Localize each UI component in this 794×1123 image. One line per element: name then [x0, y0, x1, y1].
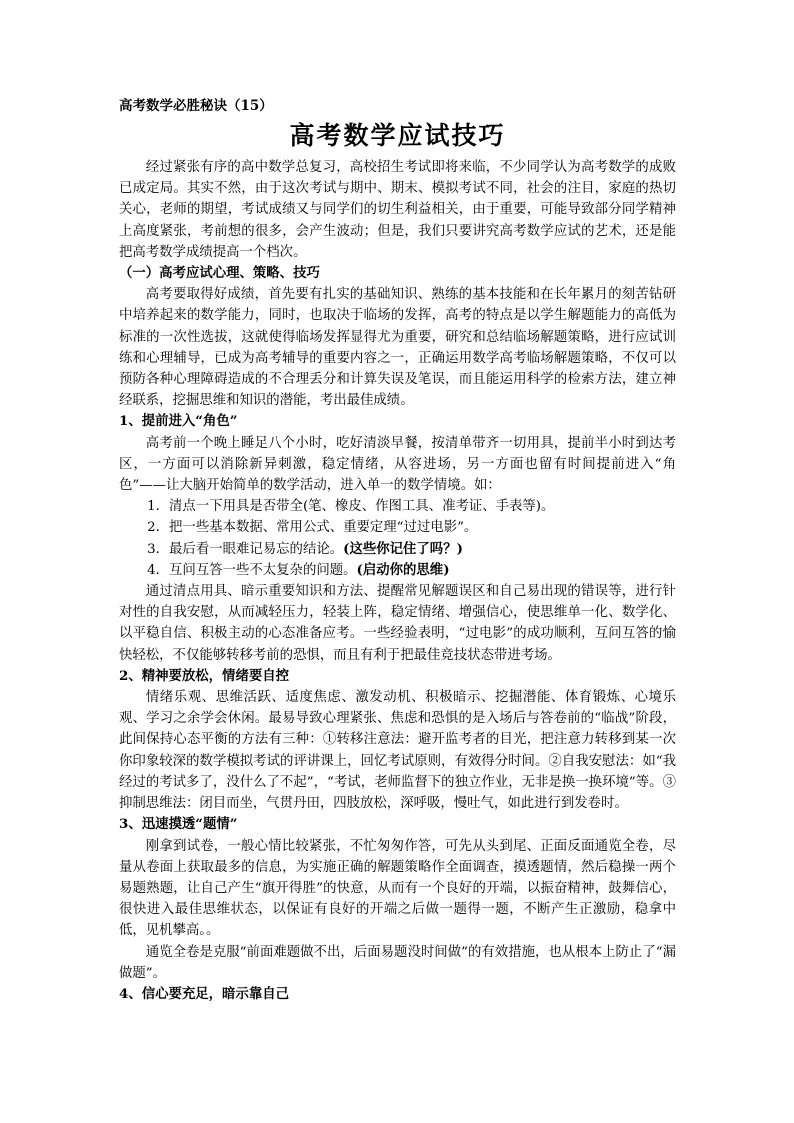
list-item-text: 3．最后看一眼难记易忘的结论。 [147, 541, 344, 557]
list-item-text: 4．互问互答一些不太复杂的问题。 [147, 562, 357, 578]
item-heading-4: 4、信心要充足，暗示靠自己 [119, 985, 290, 1002]
item-paragraph-1b: 通过清点用具、暗示重要知识和方法、提醒常见解题误区和自己易出现的错误等，进行针对性的自我安慰，从而减轻压力，轻装上阵，稳定情绪、增强信心，使思维单一化、数学化、以平稳自信、积极主动的心态准备应考。一些经验表明，“过电影”的成功顺利，互问互答的愉快轻松，不仅能够转移考前的恐惧，而且有利于把最佳竞技状态带进考场。 [119, 584, 676, 663]
list-item-emphasis: (这些你记住了吗？) [343, 540, 463, 557]
item-paragraph-3: 刚拿到试卷，一般心情比较紧张，不忙匆匆作答，可先从头到尾、正面反面通览全卷，尽量从卷面上获取最多的信息，为实施正确的解题策略作全面调查，摸透题情，然后稳操一两个易题熟题，让自己产生“旗开得胜”的快意，从而有一个良好的开端，以振奋精神，鼓舞信心，很快进入最佳思维状态，以保证有良好的开端之后做一题得一题，不断产生正激励，稳拿中低，见机攀高。。 [119, 838, 676, 939]
item-heading-3: 3、迅速摸透“题情” [119, 816, 238, 833]
series-label: 高考数学必胜秘诀（15） [119, 98, 273, 114]
document-page [119, 96, 676, 1005]
section-heading: （一）高考应试心理、策略、技巧 [119, 265, 320, 282]
item-heading-2: 2、精神要放松，情绪要自控 [119, 667, 290, 684]
item-paragraph-3b: 通览全卷是克服“前面难题做不出，后面易题没时间做”的有效措施，也从根本上防止了“漏做题”。 [119, 944, 676, 981]
list-item-text: 1．清点一下用具是否带全(笔、橡皮、作图工具、准考证、手表等)。 [147, 499, 555, 515]
list-item [119, 560, 676, 581]
section-paragraph: 高考要取得好成绩，首先要有扎实的基础知识、熟练的基本技能和在长年累月的刻苦钻研中培养起来的数学能力，同时，也取决于临场的发挥，高考的特点是以学生解题能力的高低为标准的一次性选拔，这就使得临场发挥显得尤为重要，研究和总结临场解题策略，进行应试训练和心理辅导，已成为高考辅导的重要内容之一，正确运用数学高考临场解题策略，不仅可以预防各种心理障碍造成的不合理丢分和计算失误及笔误，而且能运用科学的检索方法，建立神经联系，挖掘思维和知识的潜能，考出最佳成绩。 [119, 287, 676, 409]
intro-paragraph: 经过紧张有序的高中数学总复习，高校招生考试即将来临，不少同学认为高考数学的成败已成定局。其实不然，由于这次考试与期中、期末、模拟考试不同，社会的注目，家庭的热切关心，老师的期望，考试成绩又与同学们的切生利益相关，由于重要，可能导致部分同学精神上高度紧张，考前想的很多，会产生波动；但是，我们只要讲究高考数学应试的艺术，还是能把高考数学成绩提高一个档次。 [119, 160, 676, 260]
item-heading-1: 1、提前进入“角色” [119, 413, 238, 430]
page-title: 高考数学应试技巧 [289, 121, 506, 150]
list-item [119, 539, 676, 560]
list-item [119, 496, 676, 517]
item-paragraph-1: 高考前一个晚上睡足八个小时，吃好清淡早餐，按清单带齐一切用具，提前半小时到达考区，一方面可以消除新异刺激，稳定情绪，从容进场，另一方面也留有时间提前进入“角色”——让大脑开始简单的数学活动，进入单一的数学情境。如： [119, 435, 676, 494]
item-paragraph-2: 情绪乐观、思维活跃、适度焦虑、激发动机、积极暗示、挖掘潜能、体育锻炼、心境乐观、学习之余学会休闲。最易导致心理紧张、焦虑和恐惧的是入场后与答卷前的“临战”阶段，此间保持心态平衡的方法有三种：①转移注意法：避开监考者的目光，把注意力转移到某一次你印象较深的数学模拟考试的评讲课上，回忆考试原则，有效得分时间。②自我安慰法：如“我经过的考试多了，没什么了不起”，“考试，老师监督下的独立作业，无非是换一换环境”等。③抑制思维法：闭目而坐，气贯丹田，四肢放松，深呼吸，慢吐气，如此进行到发卷时。 [119, 690, 676, 812]
list-item [119, 517, 676, 538]
list-item-text: 2．把一些基本数据、常用公式、重要定理“过过电影”。 [147, 520, 478, 536]
list-item-emphasis: (启动你的思维) [356, 561, 450, 578]
